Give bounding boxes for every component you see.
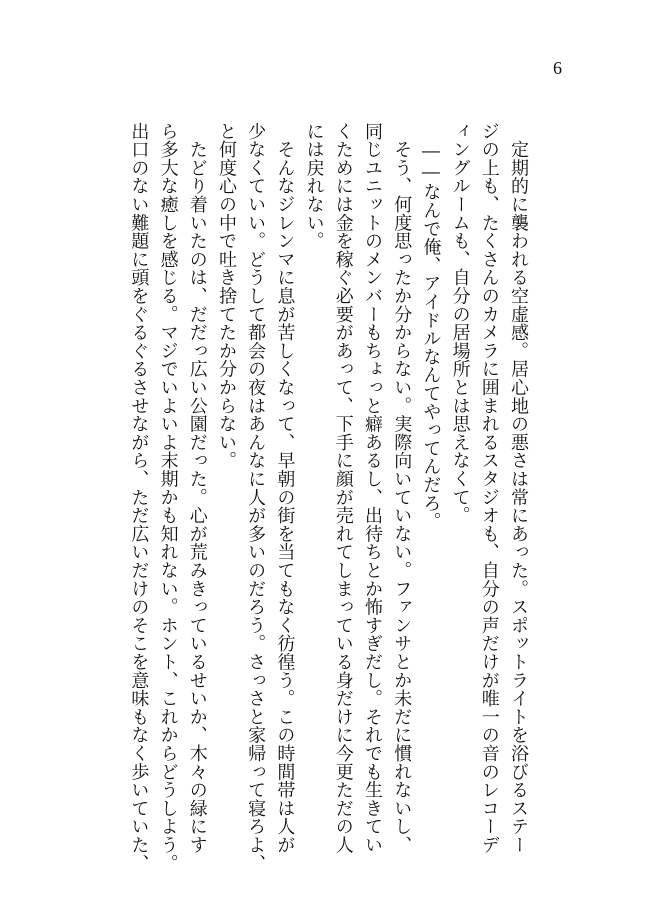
text-line: ら多大な癒しを感じる。マジでいよいよ末期かも知れない。ホント、これからどうしよう。 <box>157 122 179 873</box>
text-line: そんなジレンマに息が苦しくなって、早朝の街を当てもなく彷徨う。この時間帯は人が <box>274 122 296 854</box>
text-line: たどり着いたのは、だだっ広い公園だった。心が荒みきっているせいか、木々の緑にす <box>186 122 208 854</box>
body-text <box>124 122 533 873</box>
text-line: ジの上も、たくさんのカメラに囲まれるスタジオも、自分の声だけが唯一の音のレコーデ <box>478 122 500 854</box>
text-line: 定期的に襲われる空虚感。居心地の悪さは常にあった。スポットライトを浴びるステー <box>508 122 529 854</box>
text-line: くためには金を稼ぐ必要があって、下手に顔が売れてしまっている身だけに今更ただの人 <box>332 122 354 854</box>
page-number: 6 <box>553 58 562 78</box>
text-line: 出口のない難題に頭をぐるぐるさせながら、ただ広いだけのそこを意味もなく歩いていた、 <box>128 122 150 873</box>
text-line: と何度心の中で吐き捨てたか分からない。 <box>215 122 237 470</box>
text-line: ――なんで俺、アイドルなんてやってんだろ。 <box>420 122 442 531</box>
text-line: 同じユニットのメンバーもちょっと癖あるし、出待ちとか怖すぎだし。それでも生きてい <box>361 122 383 854</box>
text-line: そう、何度思ったか分からない。実際向いていない。ファンサとか未だに慣れないし、 <box>391 122 413 854</box>
text-line: には戻れない。 <box>303 122 325 251</box>
text-line: 少なくていい。どうして都会の夜はあんなに人が多いのだろう。さっさと家帰って寝ろよ、 <box>245 122 267 873</box>
text-line: ィングルームも、自分の居場所とは思えなくて。 <box>449 122 471 525</box>
